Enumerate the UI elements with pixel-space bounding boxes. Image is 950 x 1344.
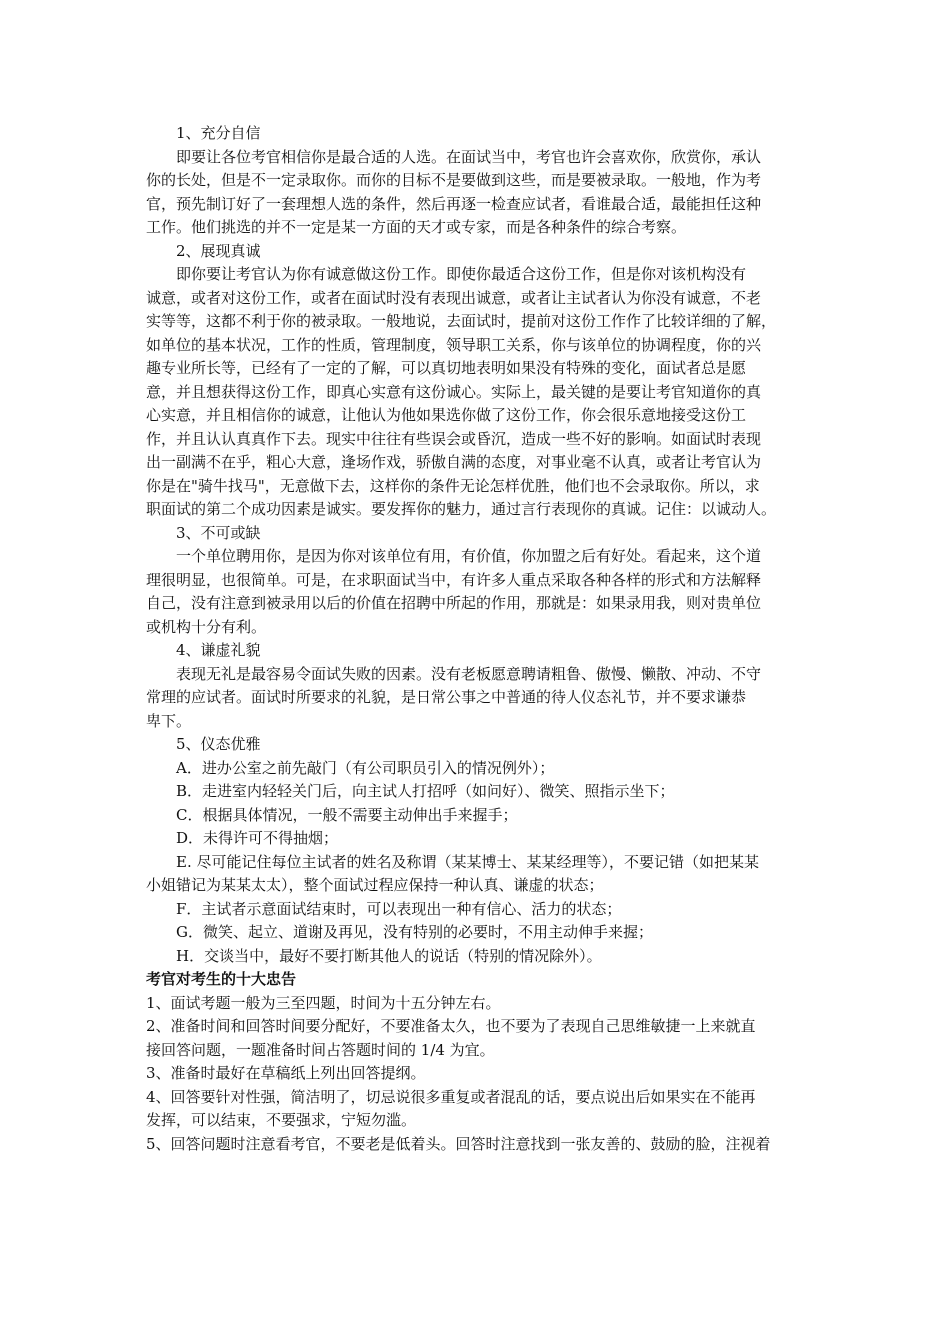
text-line: 5、仪态优雅	[176, 735, 261, 753]
text-line: 理很明显，也很简单。可是，在求职面试当中，有许多人重点采取各种各样的形式和方法解释	[146, 570, 762, 589]
text-line: 即要让各位考官相信你是最合适的人选。在面试当中，考官也许会喜欢你，欣赏你，承认	[176, 147, 762, 166]
text-line: B．走进室内轻轻关门后，向主试人打招呼（如问好）、微笑、照指示坐下；	[176, 782, 675, 800]
text-line: 常理的应试者。面试时所要求的礼貌，是日常公事之中普通的待人仪态礼节，并不要求谦恭	[146, 688, 747, 706]
text-line: 1、充分自信	[176, 124, 261, 142]
text-line: 意，并且想获得这份工作，即真心实意有这份诚心。实际上，最关键的是要让考官知道你的真	[146, 382, 762, 401]
text-line: 作，并且认认真真作下去。现实中往往有些误会或昏沉，造成一些不好的影响。如面试时表现	[146, 429, 762, 448]
text-line: 2、准备时间和回答时间要分配好，不要准备太久，也不要为了表现自己思维敏捷一上来就直	[146, 1017, 756, 1035]
text-line: 职面试的第二个成功因素是诚实。要发挥你的魅力，通过言行表现你的真诚。记住：以诚动人。	[146, 500, 777, 518]
text-line: 2、展现真诚	[176, 241, 261, 260]
text-line: 发挥，可以结束，不要强求，宁短勿滥。	[146, 1111, 417, 1129]
text-line: 一个单位聘用你，是因为你对该单位有用，有价值，你加盟之后有好处。看起来，这个道	[176, 547, 762, 565]
text-line: E. 尽可能记住每位主试者的姓名及称谓（某某博士、某某经理等），不要记错（如把某某	[176, 852, 759, 871]
text-line: 5、回答问题时注意看考官，不要老是低着头。回答时注意找到一张友善的、鼓励的脸，注视着	[146, 1134, 771, 1153]
text-line: 工作。他们挑选的并不一定是某一方面的天才或专家，而是各种条件的综合考察。	[146, 218, 687, 236]
text-line: 卑下。	[146, 711, 192, 730]
text-line: 接回答问题，一题准备时间占答题时间的 1/4 为宜。	[146, 1040, 495, 1059]
text-line: 即你要让考官认为你有诚意做这份工作。即使你最适合这份工作，但是你对该机构没有	[176, 265, 747, 283]
document-body	[146, 122, 812, 1156]
text-line: 趣专业所长等，已经有了一定的了解，可以真切地表明如果没有特殊的变化，面试者总是愿	[146, 359, 747, 377]
text-line: H．交谈当中，最好不要打断其他人的说话（特别的情况除外）。	[176, 946, 602, 965]
text-line: 官，预先制订好了一套理想人选的条件，然后再逐一检查应试者，看谁最合适，最能担任这种	[146, 194, 762, 213]
text-line: 或机构十分有利。	[146, 617, 267, 636]
text-line: 自己，没有注意到被录用以后的价值在招聘中所起的作用，那就是：如果录用我，则对贵单位	[146, 594, 762, 612]
text-line: 小姐错记为某某太太），整个面试过程应保持一种认真、谦虚的状态；	[146, 876, 604, 894]
text-line: F．主试者示意面试结束时，可以表现出一种有信心、活力的状态；	[176, 899, 622, 918]
text-line: 4、回答要针对性强，简洁明了，切忌说很多重复或者混乱的话，要点说出后如果实在不能再	[146, 1087, 756, 1106]
text-line: C．根据具体情况，一般不需要主动伸出手来握手；	[176, 805, 518, 824]
text-line: A．进办公室之前先敲门（有公司职员引入的情况例外）；	[176, 758, 555, 777]
text-line: 1、面试考题一般为三至四题，时间为十五分钟左右。	[146, 993, 501, 1012]
text-line: 你是在"骑牛找马"，无意做下去，这样你的条件无论怎样优胜，他们也不会录取你。所以，求	[146, 476, 760, 495]
text-line: 心实意，并且相信你的诚意，让他认为他如果选你做了这份工作，你会很乐意地接受这份工	[146, 406, 747, 424]
text-line: G．微笑、起立、道谢及再见，没有特别的必要时，不用主动伸手来握；	[176, 923, 653, 941]
text-line: 3、准备时最好在草稿纸上列出回答提纲。	[146, 1064, 426, 1082]
section-heading: 考官对考生的十大忠告	[146, 970, 297, 988]
text-line: 表现无礼是最容易令面试失败的因素。没有老板愿意聘请粗鲁、傲慢、懒散、冲动、不守	[176, 664, 762, 683]
text-line: 你的长处，但是不一定录取你。而你的目标不是要做到这些，而是要被录取。一般地，作为考	[146, 171, 762, 189]
text-line: 3、不可或缺	[176, 523, 261, 542]
text-line: 如单位的基本状况，工作的性质，管理制度，领导职工关系，你与该单位的协调程度，你的兴	[146, 335, 762, 354]
text-line: 出一副满不在乎，粗心大意，逢场作戏，骄傲自满的态度，对事业毫不认真，或者让考官认为	[146, 453, 762, 471]
text-line: D．未得许可不得抽烟；	[176, 829, 339, 847]
text-line: 4、谦虚礼貌	[176, 641, 261, 659]
text-line: 诚意，或者对这份工作，或者在面试时没有表现出诚意，或者让主试者认为你没有诚意，不老	[146, 288, 762, 307]
text-line: 实等等，这都不利于你的被录取。一般地说，去面试时，提前对这份工作作了比较详细的了解，	[146, 312, 777, 330]
